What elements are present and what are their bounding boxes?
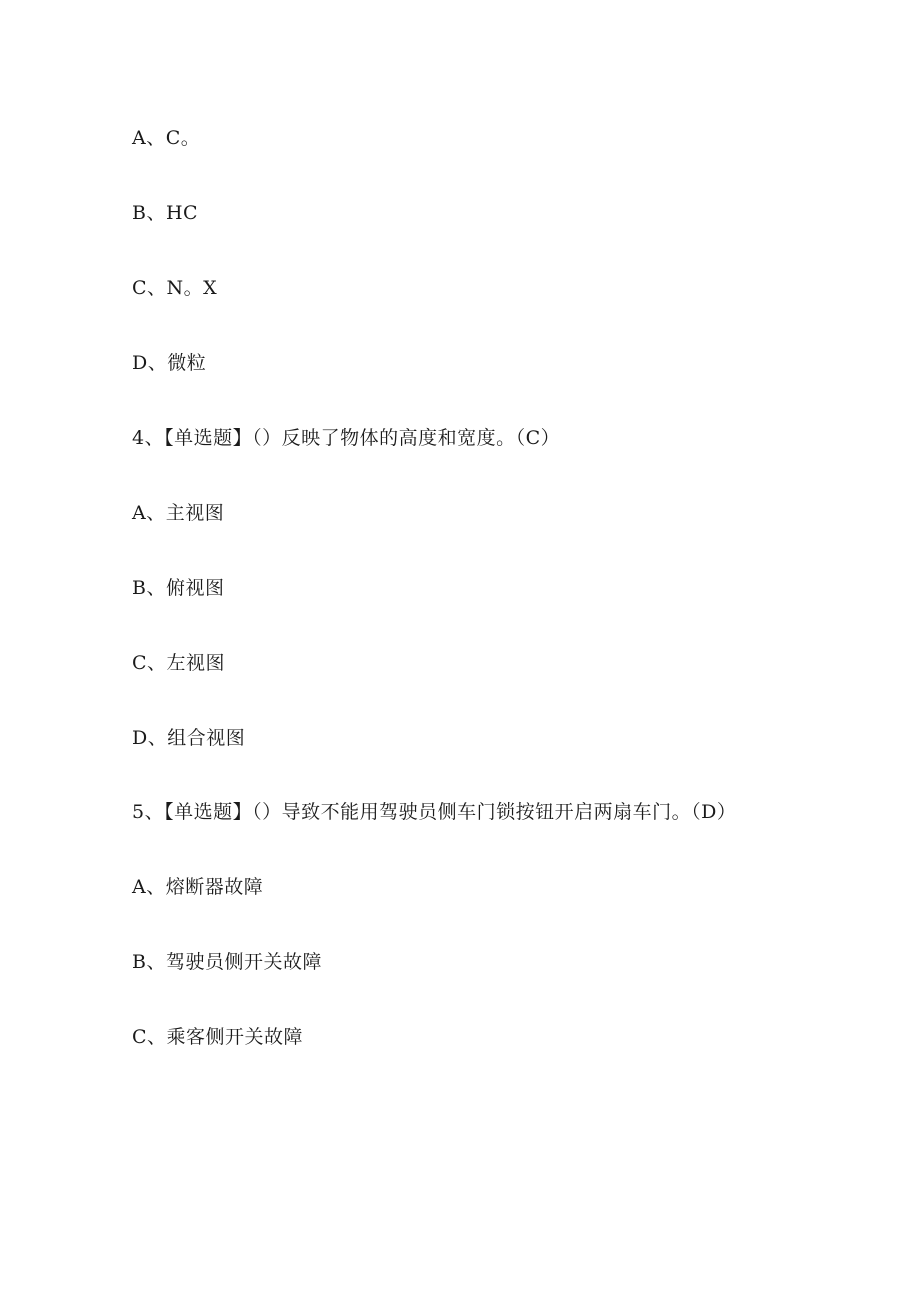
q3-option-c: C、N。X: [132, 277, 218, 299]
q4-stem: 4、【单选题】（）反映了物体的高度和宽度。（C）: [132, 427, 561, 449]
q4-option-b: B、俯视图: [132, 577, 225, 599]
q4-option-c: C、左视图: [132, 652, 226, 674]
q5-option-b: B、驾驶员侧开关故障: [132, 951, 322, 973]
q3-option-a: A、C。: [132, 127, 201, 149]
q3-option-b: B、HC: [132, 202, 199, 224]
q4-option-a: A、主视图: [132, 502, 225, 524]
q4-option-d: D、组合视图: [132, 727, 246, 749]
q3-option-d: D、微粒: [132, 352, 207, 374]
q5-stem: 5、【单选题】（）导致不能用驾驶员侧车门锁按钮开启两扇车门。（D）: [132, 801, 737, 823]
q5-option-c: C、乘客侧开关故障: [132, 1026, 304, 1048]
q5-option-a: A、熔断器故障: [132, 876, 264, 898]
